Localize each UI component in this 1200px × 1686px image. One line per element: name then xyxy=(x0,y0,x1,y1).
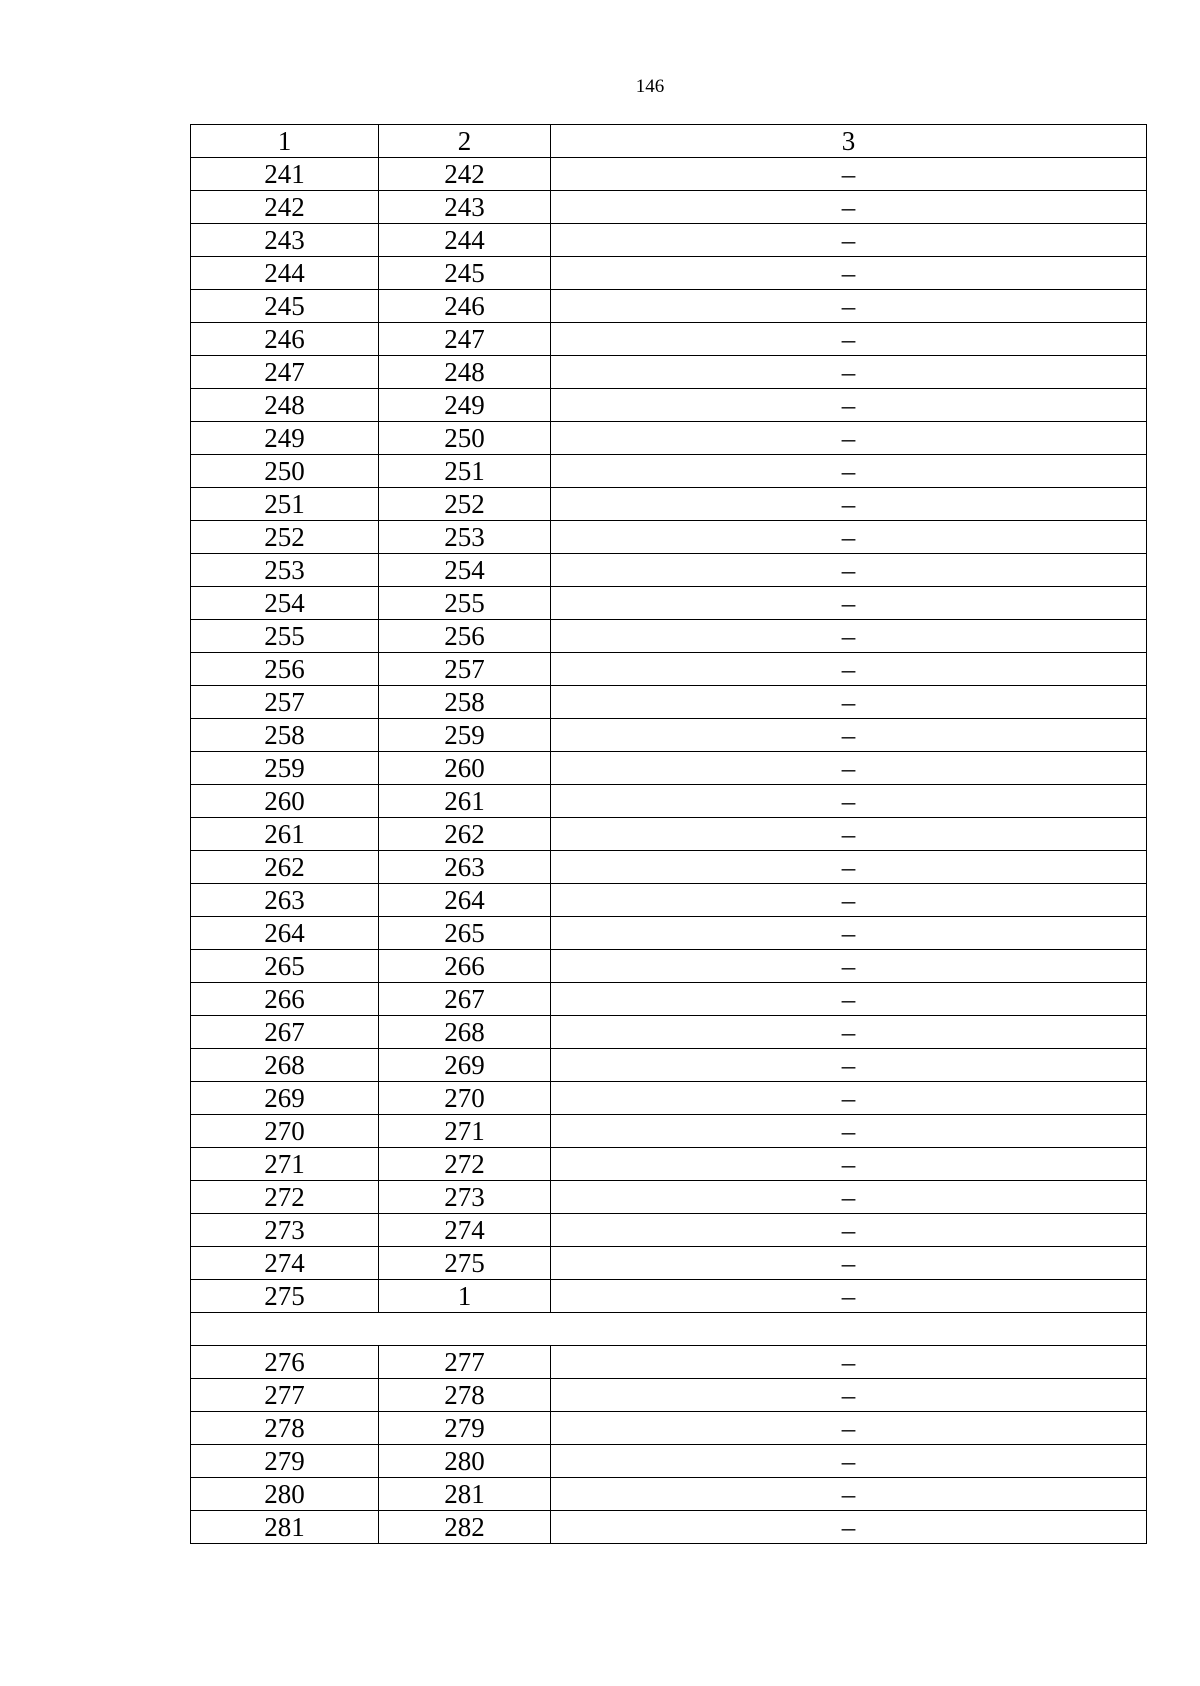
table-cell-col2: 273 xyxy=(379,1181,551,1214)
table-cell-col1: 242 xyxy=(191,191,379,224)
table-cell-col3: – xyxy=(551,1016,1147,1049)
table-cell-col2: 272 xyxy=(379,1148,551,1181)
table-cell-col1: 276 xyxy=(191,1346,379,1379)
table-cell-col3: – xyxy=(551,1346,1147,1379)
table-cell-col1: 245 xyxy=(191,290,379,323)
table-cell-col3: – xyxy=(551,653,1147,686)
table-header-row xyxy=(191,125,1147,158)
table-cell-col3: – xyxy=(551,257,1147,290)
table-cell-col3: – xyxy=(551,356,1147,389)
table-cell-col1: 252 xyxy=(191,521,379,554)
table-cell-col2: 244 xyxy=(379,224,551,257)
table-cell-col1: 278 xyxy=(191,1412,379,1445)
table-cell-col1: 267 xyxy=(191,1016,379,1049)
table-cell-col2: 257 xyxy=(379,653,551,686)
table-cell-col2: 243 xyxy=(379,191,551,224)
table-row xyxy=(191,950,1147,983)
table-cell-col2: 275 xyxy=(379,1247,551,1280)
page-number: 146 xyxy=(635,76,665,97)
table-row xyxy=(191,686,1147,719)
table-row xyxy=(191,653,1147,686)
table-cell-col3: – xyxy=(551,1247,1147,1280)
table-row xyxy=(191,983,1147,1016)
table-row xyxy=(191,521,1147,554)
table-cell-col1: 281 xyxy=(191,1511,379,1544)
table-row xyxy=(191,1445,1147,1478)
table-cell-col1: 268 xyxy=(191,1049,379,1082)
table-row xyxy=(191,1181,1147,1214)
table-row xyxy=(191,1247,1147,1280)
table-row xyxy=(191,752,1147,785)
table-cell-col3: – xyxy=(551,1148,1147,1181)
table-cell-col3: – xyxy=(551,587,1147,620)
table-cell-col2: 274 xyxy=(379,1214,551,1247)
table-cell-col1: 251 xyxy=(191,488,379,521)
table-cell-col2: 279 xyxy=(379,1412,551,1445)
table-cell-col1: 253 xyxy=(191,554,379,587)
table-cell-col2: 259 xyxy=(379,719,551,752)
table-row xyxy=(191,554,1147,587)
table-cell-col2: 258 xyxy=(379,686,551,719)
table-cell-col2: 247 xyxy=(379,323,551,356)
table-cell-col2: 256 xyxy=(379,620,551,653)
table-cell-col2: 267 xyxy=(379,983,551,1016)
table-cell-col3: – xyxy=(551,1445,1147,1478)
table-cell-col3: – xyxy=(551,488,1147,521)
table-cell-col2: 262 xyxy=(379,818,551,851)
table-cell-col1: 277 xyxy=(191,1379,379,1412)
table-cell-col1: 271 xyxy=(191,1148,379,1181)
table-row xyxy=(191,818,1147,851)
table-row xyxy=(191,158,1147,191)
table-cell-col3: – xyxy=(551,224,1147,257)
table-row xyxy=(191,1379,1147,1412)
table-cell-col1: 250 xyxy=(191,455,379,488)
table-cell-col2: 270 xyxy=(379,1082,551,1115)
table-cell-col3: – xyxy=(551,719,1147,752)
table-cell-col3: – xyxy=(551,1280,1147,1313)
table-cell-col2: 277 xyxy=(379,1346,551,1379)
table-cell-col3: – xyxy=(551,554,1147,587)
table-cell-col1: 255 xyxy=(191,620,379,653)
table-cell-col2: 281 xyxy=(379,1478,551,1511)
table-cell-col2: 249 xyxy=(379,389,551,422)
table-cell-col3: – xyxy=(551,620,1147,653)
table-row xyxy=(191,257,1147,290)
table-row xyxy=(191,587,1147,620)
table-cell-col3: – xyxy=(551,290,1147,323)
table-cell-col2: 252 xyxy=(379,488,551,521)
table-cell-col3: – xyxy=(551,851,1147,884)
header-cell-2: 2 xyxy=(379,125,551,158)
table-cell-col1: 260 xyxy=(191,785,379,818)
table-row xyxy=(191,389,1147,422)
table-cell-col1: 259 xyxy=(191,752,379,785)
table-cell-col1: 263 xyxy=(191,884,379,917)
table-cell-col3: – xyxy=(551,1379,1147,1412)
table-cell-col1: 275 xyxy=(191,1280,379,1313)
table-cell-col2: 271 xyxy=(379,1115,551,1148)
table-cell-col3: – xyxy=(551,1214,1147,1247)
table-cell-col2: 266 xyxy=(379,950,551,983)
header-cell-1: 1 xyxy=(191,125,379,158)
table-cell-col3: – xyxy=(551,422,1147,455)
section-separator-row xyxy=(191,1313,1147,1346)
table-cell-col2: 278 xyxy=(379,1379,551,1412)
table-cell-col2: 251 xyxy=(379,455,551,488)
table-row xyxy=(191,620,1147,653)
table-row xyxy=(191,719,1147,752)
table-cell-col3: – xyxy=(551,1049,1147,1082)
header-cell-3: 3 xyxy=(551,125,1147,158)
table-cell-col1: 244 xyxy=(191,257,379,290)
table-cell-col3: – xyxy=(551,389,1147,422)
table-cell-col1: 257 xyxy=(191,686,379,719)
table-cell-col1: 254 xyxy=(191,587,379,620)
table-cell-col3: – xyxy=(551,818,1147,851)
table-row xyxy=(191,1478,1147,1511)
table-cell-col2: 254 xyxy=(379,554,551,587)
table-cell-col1: 249 xyxy=(191,422,379,455)
table-row xyxy=(191,455,1147,488)
table-cell-col1: 280 xyxy=(191,1478,379,1511)
table-cell-col2: 282 xyxy=(379,1511,551,1544)
table-row xyxy=(191,1148,1147,1181)
table-row xyxy=(191,1412,1147,1445)
table-cell-col1: 247 xyxy=(191,356,379,389)
table-row xyxy=(191,1082,1147,1115)
table-cell-col2: 260 xyxy=(379,752,551,785)
table-cell-col2: 269 xyxy=(379,1049,551,1082)
table-cell-col2: 246 xyxy=(379,290,551,323)
table-cell-col3: – xyxy=(551,884,1147,917)
table-cell-col3: – xyxy=(551,1115,1147,1148)
table-row xyxy=(191,785,1147,818)
table-cell-col2: 280 xyxy=(379,1445,551,1478)
table-cell-col3: – xyxy=(551,950,1147,983)
table-cell-col3: – xyxy=(551,752,1147,785)
table-cell-col1: 269 xyxy=(191,1082,379,1115)
table-cell-col2: 242 xyxy=(379,158,551,191)
table-row xyxy=(191,884,1147,917)
table-cell-col2: 255 xyxy=(379,587,551,620)
table-cell-col2: 268 xyxy=(379,1016,551,1049)
table-row xyxy=(191,1115,1147,1148)
table-row xyxy=(191,323,1147,356)
table-cell-col3: – xyxy=(551,158,1147,191)
table-cell-col1: 241 xyxy=(191,158,379,191)
table-cell-col3: – xyxy=(551,1511,1147,1544)
table-cell-col2: 245 xyxy=(379,257,551,290)
table-cell-col2: 263 xyxy=(379,851,551,884)
table-cell-col1: 243 xyxy=(191,224,379,257)
table-cell-col2: 250 xyxy=(379,422,551,455)
table-cell-col3: – xyxy=(551,686,1147,719)
table-row xyxy=(191,488,1147,521)
table-row xyxy=(191,1346,1147,1379)
table-cell-col3: – xyxy=(551,1412,1147,1445)
table-cell-col1: 258 xyxy=(191,719,379,752)
table-row xyxy=(191,1049,1147,1082)
table-cell-col2: 264 xyxy=(379,884,551,917)
table-row xyxy=(191,356,1147,389)
table-cell-col1: 272 xyxy=(191,1181,379,1214)
table-row xyxy=(191,851,1147,884)
table-cell-col1: 273 xyxy=(191,1214,379,1247)
table-row xyxy=(191,1214,1147,1247)
data-table xyxy=(190,124,1147,1544)
table-row xyxy=(191,1016,1147,1049)
table-cell-col3: – xyxy=(551,323,1147,356)
table-cell-col1: 264 xyxy=(191,917,379,950)
table-row xyxy=(191,1511,1147,1544)
table-cell-col1: 248 xyxy=(191,389,379,422)
table-cell-col3: – xyxy=(551,1082,1147,1115)
table-cell-col1: 262 xyxy=(191,851,379,884)
table-cell-col2: 248 xyxy=(379,356,551,389)
table-row xyxy=(191,290,1147,323)
table-cell-col2: 261 xyxy=(379,785,551,818)
table-cell-col1: 279 xyxy=(191,1445,379,1478)
table-row xyxy=(191,224,1147,257)
table-cell-col2: 265 xyxy=(379,917,551,950)
section-separator-cell xyxy=(191,1313,1147,1346)
table-row xyxy=(191,1280,1147,1313)
table-cell-col1: 270 xyxy=(191,1115,379,1148)
table-cell-col3: – xyxy=(551,917,1147,950)
table-cell-col3: – xyxy=(551,785,1147,818)
table-cell-col1: 274 xyxy=(191,1247,379,1280)
table-cell-col2: 1 xyxy=(379,1280,551,1313)
table-cell-col3: – xyxy=(551,521,1147,554)
table-body xyxy=(191,125,1147,1544)
table-cell-col2: 253 xyxy=(379,521,551,554)
table-cell-col1: 261 xyxy=(191,818,379,851)
table-cell-col1: 266 xyxy=(191,983,379,1016)
table-cell-col3: – xyxy=(551,983,1147,1016)
table-cell-col3: – xyxy=(551,1181,1147,1214)
table-cell-col3: – xyxy=(551,455,1147,488)
table-cell-col1: 256 xyxy=(191,653,379,686)
table-cell-col1: 246 xyxy=(191,323,379,356)
table-row xyxy=(191,422,1147,455)
table-cell-col1: 265 xyxy=(191,950,379,983)
table-cell-col3: – xyxy=(551,1478,1147,1511)
table-row xyxy=(191,191,1147,224)
table-row xyxy=(191,917,1147,950)
table-cell-col3: – xyxy=(551,191,1147,224)
